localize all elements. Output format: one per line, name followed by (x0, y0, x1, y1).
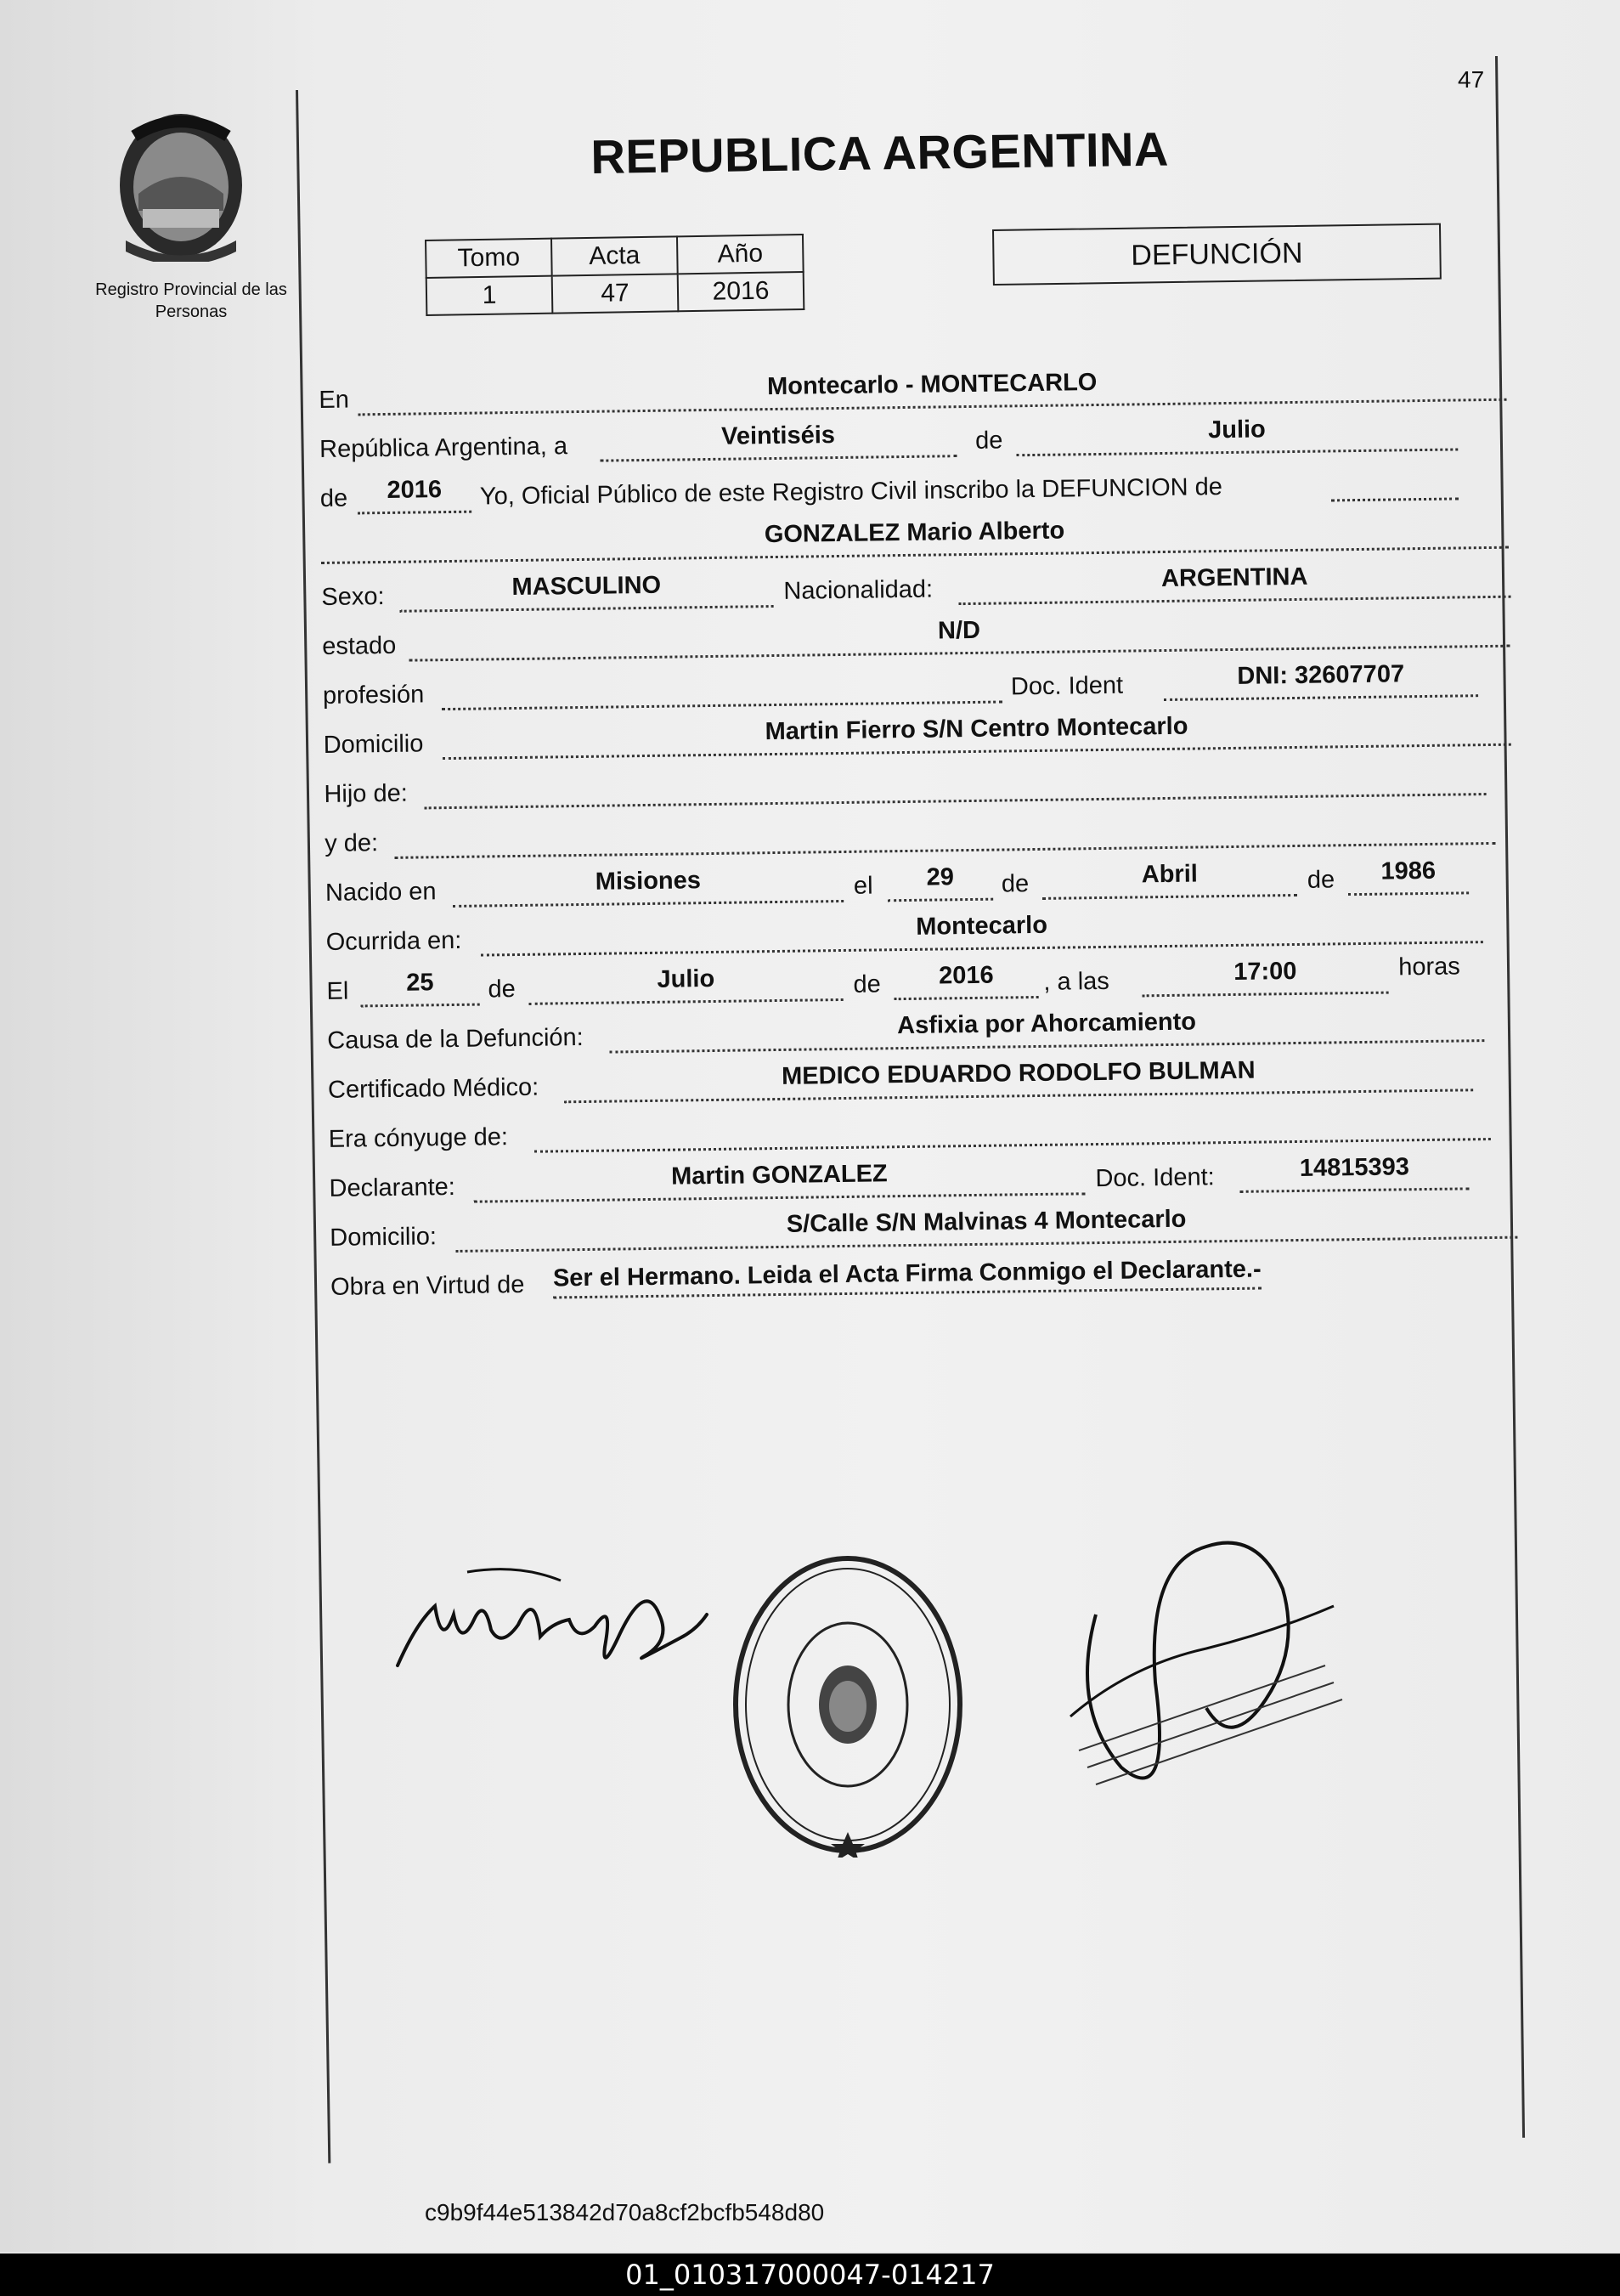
label-el-cap: El (326, 977, 349, 1005)
field-certificado: MEDICO EDUARDO RODOLFO BULMAN (564, 1049, 1474, 1103)
footer-id: 01_010317000047-014217 (625, 2259, 995, 2291)
declarant-signature (391, 1555, 714, 1699)
field-nac-dia: 29 (888, 859, 994, 902)
death-record-form (319, 359, 1508, 1301)
label-de-5: de (488, 976, 516, 1004)
field-obra: Ser el Hermano. Leida el Acta Firma Conmigo el Declarante.- (553, 1256, 1262, 1299)
label-de-3: de (1001, 870, 1030, 898)
label-horas: horas (1398, 953, 1461, 981)
label-nacionalidad: Nacionalidad: (783, 575, 934, 605)
label-conyuge: Era cónyuge de: (328, 1123, 509, 1153)
acta-header: Acta (551, 236, 678, 275)
anio-header: Año (677, 235, 804, 274)
label-yo: Yo, Oficial Público de este Registro Civil inscribo la DEFUNCION de (479, 473, 1223, 511)
label-y-de: y de: (325, 829, 379, 857)
label-declarante: Declarante: (329, 1173, 456, 1202)
field-sexo: MASCULINO (399, 566, 774, 613)
field-declarante-domicilio: S/Calle S/N Malvinas 4 Montecarlo (455, 1197, 1518, 1253)
field-lugar: Montecarlo - MONTECARLO (358, 359, 1507, 416)
page-number: 47 (1458, 66, 1485, 93)
field-causa: Asfixia por Ahorcamiento (609, 1000, 1485, 1053)
field-domicilio: Martin Fierro S/N Centro Montecarlo (442, 704, 1511, 760)
field-declarante: Martin GONZALEZ (473, 1153, 1086, 1202)
delegation-seal-stamp (729, 1552, 967, 1858)
field-nacionalidad: ARGENTINA (958, 557, 1511, 606)
field-declarante-doc: 14815393 (1239, 1148, 1470, 1193)
field-hijo-de (424, 754, 1487, 809)
label-obra: Obra en Virtud de (330, 1270, 525, 1301)
field-def-mes: Julio (528, 959, 844, 1005)
label-profesion: profesión (322, 681, 425, 710)
record-table (425, 234, 804, 316)
label-estado: estado (321, 631, 397, 660)
field-nacido-en: Misiones (453, 861, 844, 908)
document-hash: c9b9f44e513842d70a8cf2bcfb548d80 (425, 2199, 825, 2225)
label-republica: República Argentina, a (319, 433, 568, 463)
field-y-de (394, 803, 1496, 859)
misiones-coat-of-arms-logo (109, 109, 253, 262)
label-de-2: de (319, 484, 348, 512)
label-de-4: de (1307, 866, 1335, 894)
label-domicilio: Domicilio (323, 730, 424, 759)
field-def-hora: 17:00 (1142, 953, 1389, 998)
field-def-anio: 2016 (894, 957, 1039, 1000)
label-ocurrida-en: Ocurrida en: (325, 926, 462, 956)
registry-label: Registro Provincial de las Personas (95, 280, 287, 321)
label-el: el (853, 872, 873, 900)
label-causa: Causa de la Defunción: (327, 1023, 584, 1055)
field-estado: N/D (409, 606, 1510, 662)
field-nombre: GONZALEZ Mario Alberto (320, 507, 1509, 564)
tomo-value: 1 (426, 276, 553, 315)
label-a-las: , a las (1043, 967, 1110, 996)
field-nac-anio: 1986 (1348, 852, 1470, 896)
field-anio-inscripcion: 2016 (358, 472, 472, 515)
document-title: REPUBLICA ARGENTINA (590, 122, 1170, 184)
label-de-1: de (974, 427, 1003, 455)
field-nac-mes: Abril (1042, 855, 1298, 900)
field-mes-inscripcion: Julio (1016, 409, 1459, 456)
anio-value: 2016 (678, 272, 804, 311)
label-en: En (319, 386, 350, 414)
footer-id-bar (0, 2254, 1620, 2296)
field-conyuge (533, 1099, 1491, 1153)
official-signature-and-stamp (1053, 1513, 1359, 1818)
tomo-header: Tomo (426, 239, 552, 278)
field-tail-line (1330, 458, 1459, 501)
field-ocurrida-en: Montecarlo (480, 902, 1483, 956)
record-type-box: DEFUNCIÓN (992, 223, 1442, 286)
field-def-dia: 25 (360, 964, 480, 1008)
label-nacido-en: Nacido en (325, 878, 437, 907)
label-domicilio-2: Domicilio: (330, 1223, 437, 1252)
acta-value: 47 (552, 274, 679, 313)
label-hijo-de: Hijo de: (324, 779, 409, 808)
field-profesion (442, 661, 1003, 710)
label-certificado: Certificado Médico: (327, 1073, 539, 1104)
field-dia-inscripcion: Veintiséis (600, 416, 957, 461)
label-sexo: Sexo: (321, 583, 385, 611)
label-doc-ident: Doc. Ident (1010, 671, 1124, 701)
label-doc-ident-2: Doc. Ident: (1095, 1163, 1215, 1193)
field-doc-ident: DNI: 32607707 (1163, 655, 1478, 701)
label-de-6: de (853, 970, 881, 998)
